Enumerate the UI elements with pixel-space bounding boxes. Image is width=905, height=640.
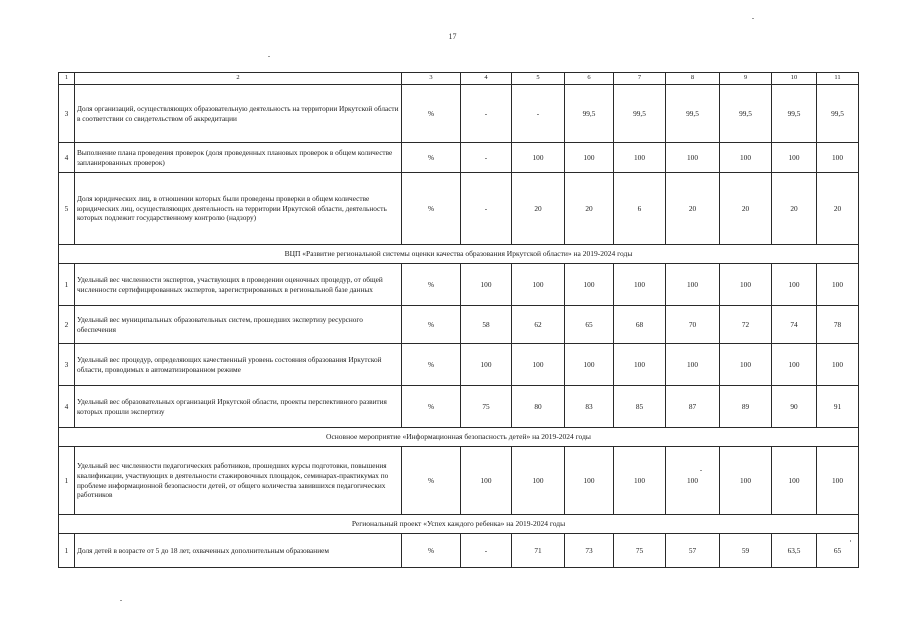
value-col-7: 6 <box>614 173 666 245</box>
section-row <box>59 245 859 264</box>
unit: % <box>402 264 461 306</box>
indicator-name: Доля юридических лиц, в отношении которых были проведены проверки в общем количестве юридических лиц, осуществляющих деятельность на территории Иркутской области, деятельность которых подлежит государственному контролю (надзору) <box>75 173 402 245</box>
row-number: 3 <box>59 85 75 143</box>
value-col-9: 59 <box>720 534 772 568</box>
value-col-10: 100 <box>772 344 817 386</box>
value-col-10: 74 <box>772 306 817 344</box>
row-number: 1 <box>59 534 75 568</box>
value-col-9: 89 <box>720 386 772 428</box>
value-col-7: 100 <box>614 344 666 386</box>
section-row <box>59 515 859 534</box>
scan-speck <box>700 470 702 471</box>
value-col-11: 20 <box>817 173 859 245</box>
table-row <box>59 143 859 173</box>
table-row <box>59 447 859 515</box>
unit: % <box>402 173 461 245</box>
value-col-6: 100 <box>565 447 614 515</box>
column-number: 10 <box>772 73 817 85</box>
value-col-10: 63,5 <box>772 534 817 568</box>
value-col-4: 100 <box>461 264 512 306</box>
column-number: 4 <box>461 73 512 85</box>
table-row <box>59 306 859 344</box>
value-col-6: 83 <box>565 386 614 428</box>
value-col-5: 100 <box>512 447 565 515</box>
value-col-8: 99,5 <box>666 85 720 143</box>
indicator-name: Доля организаций, осуществляющих образовательную деятельность на территории Иркутской области в соответствии со свидетельством об аккредитации <box>75 85 402 143</box>
scan-speck <box>268 56 270 57</box>
page-number: 17 <box>448 32 457 41</box>
value-col-9: 100 <box>720 344 772 386</box>
row-number: 4 <box>59 143 75 173</box>
value-col-5: - <box>512 85 565 143</box>
value-col-10: 20 <box>772 173 817 245</box>
indicator-name: Удельный вес образовательных организаций Иркутской области, проекты перспективного развития которых прошли экспертизу <box>75 386 402 428</box>
row-number: 1 <box>59 264 75 306</box>
table-row <box>59 173 859 245</box>
value-col-8: 100 <box>666 264 720 306</box>
value-col-6: 65 <box>565 306 614 344</box>
column-number: 3 <box>402 73 461 85</box>
indicator-name: Удельный вес муниципальных образовательных систем, прошедших экспертизу ресурсного обеспечения <box>75 306 402 344</box>
table-row <box>59 85 859 143</box>
section-title: ВЦП «Развитие региональной системы оценки качества образования Иркутской области» на 2019-2024 годы <box>59 245 859 264</box>
row-number: 1 <box>59 447 75 515</box>
section-title: Основное мероприятие «Информационная безопасность детей» на 2019-2024 годы <box>59 428 859 447</box>
value-col-6: 73 <box>565 534 614 568</box>
value-col-11: 78 <box>817 306 859 344</box>
value-col-4: 75 <box>461 386 512 428</box>
column-number: 1 <box>59 73 75 85</box>
value-col-7: 100 <box>614 264 666 306</box>
value-col-11: 100 <box>817 344 859 386</box>
table-row <box>59 534 859 568</box>
section-title: Региональный проект «Успех каждого ребенка» на 2019-2024 годы <box>59 515 859 534</box>
table-row <box>59 344 859 386</box>
value-col-9: 100 <box>720 143 772 173</box>
column-number: 6 <box>565 73 614 85</box>
value-col-6: 20 <box>565 173 614 245</box>
indicator-name: Доля детей в возрасте от 5 до 18 лет, охваченных дополнительным образованием <box>75 534 402 568</box>
value-col-4: - <box>461 143 512 173</box>
value-col-7: 68 <box>614 306 666 344</box>
indicator-name: Удельный вес процедур, определяющих качественный уровень состояния образования Иркутской области, проводимых в автоматизированном режиме <box>75 344 402 386</box>
value-col-11: 100 <box>817 447 859 515</box>
value-col-11: 100 <box>817 264 859 306</box>
row-number: 3 <box>59 344 75 386</box>
value-col-5: 80 <box>512 386 565 428</box>
unit: % <box>402 306 461 344</box>
value-col-4: - <box>461 85 512 143</box>
value-col-9: 72 <box>720 306 772 344</box>
value-col-6: 99,5 <box>565 85 614 143</box>
value-col-8: 20 <box>666 173 720 245</box>
scan-speck <box>850 540 851 542</box>
value-col-6: 100 <box>565 143 614 173</box>
value-col-11: 99,5 <box>817 85 859 143</box>
value-col-9: 100 <box>720 264 772 306</box>
column-number: 9 <box>720 73 772 85</box>
unit: % <box>402 534 461 568</box>
value-col-5: 20 <box>512 173 565 245</box>
value-col-4: 58 <box>461 306 512 344</box>
column-number: 7 <box>614 73 666 85</box>
value-col-8: 70 <box>666 306 720 344</box>
table-row <box>59 264 859 306</box>
value-col-4: - <box>461 173 512 245</box>
row-number: 5 <box>59 173 75 245</box>
row-number: 4 <box>59 386 75 428</box>
value-col-10: 100 <box>772 143 817 173</box>
column-number-row <box>59 73 859 85</box>
value-col-10: 100 <box>772 264 817 306</box>
column-number: 2 <box>75 73 402 85</box>
value-col-5: 100 <box>512 143 565 173</box>
value-col-7: 85 <box>614 386 666 428</box>
indicators-table <box>58 72 859 568</box>
value-col-8: 100 <box>666 143 720 173</box>
scan-speck <box>120 600 122 601</box>
value-col-9: 20 <box>720 173 772 245</box>
unit: % <box>402 386 461 428</box>
value-col-8: 100 <box>666 447 720 515</box>
value-col-6: 100 <box>565 264 614 306</box>
scan-speck <box>752 18 754 19</box>
value-col-9: 99,5 <box>720 85 772 143</box>
section-row <box>59 428 859 447</box>
value-col-6: 100 <box>565 344 614 386</box>
indicator-name: Удельный вес численности педагогических работников, прошедших курсы подготовки, повышения квалификации, участвующих в деятельности стажировочных площадок, семинарах-практикумах по проблеме информационной безопасности детей, от общего количества завившихся педагогических работников <box>75 447 402 515</box>
value-col-4: 100 <box>461 447 512 515</box>
value-col-4: 100 <box>461 344 512 386</box>
value-col-7: 75 <box>614 534 666 568</box>
value-col-5: 100 <box>512 344 565 386</box>
value-col-5: 62 <box>512 306 565 344</box>
value-col-5: 100 <box>512 264 565 306</box>
unit: % <box>402 85 461 143</box>
value-col-9: 100 <box>720 447 772 515</box>
value-col-7: 100 <box>614 447 666 515</box>
value-col-11: 100 <box>817 143 859 173</box>
indicator-name: Удельный вес численности экспертов, участвующих в проведении оценочных процедур, от общей численности сертифицированных экспертов, зарегистрированных в региональной базе данных <box>75 264 402 306</box>
value-col-10: 90 <box>772 386 817 428</box>
value-col-10: 99,5 <box>772 85 817 143</box>
value-col-8: 87 <box>666 386 720 428</box>
unit: % <box>402 143 461 173</box>
value-col-11: 65 <box>817 534 859 568</box>
value-col-4: - <box>461 534 512 568</box>
column-number: 8 <box>666 73 720 85</box>
value-col-5: 71 <box>512 534 565 568</box>
value-col-10: 100 <box>772 447 817 515</box>
indicator-name: Выполнение плана проведения проверок (доля проведенных плановых проверок в общем количестве запланированных проверок) <box>75 143 402 173</box>
column-number: 5 <box>512 73 565 85</box>
unit: % <box>402 344 461 386</box>
row-number: 2 <box>59 306 75 344</box>
table-row <box>59 386 859 428</box>
unit: % <box>402 447 461 515</box>
value-col-8: 57 <box>666 534 720 568</box>
column-number: 11 <box>817 73 859 85</box>
value-col-11: 91 <box>817 386 859 428</box>
value-col-7: 99,5 <box>614 85 666 143</box>
value-col-7: 100 <box>614 143 666 173</box>
value-col-8: 100 <box>666 344 720 386</box>
